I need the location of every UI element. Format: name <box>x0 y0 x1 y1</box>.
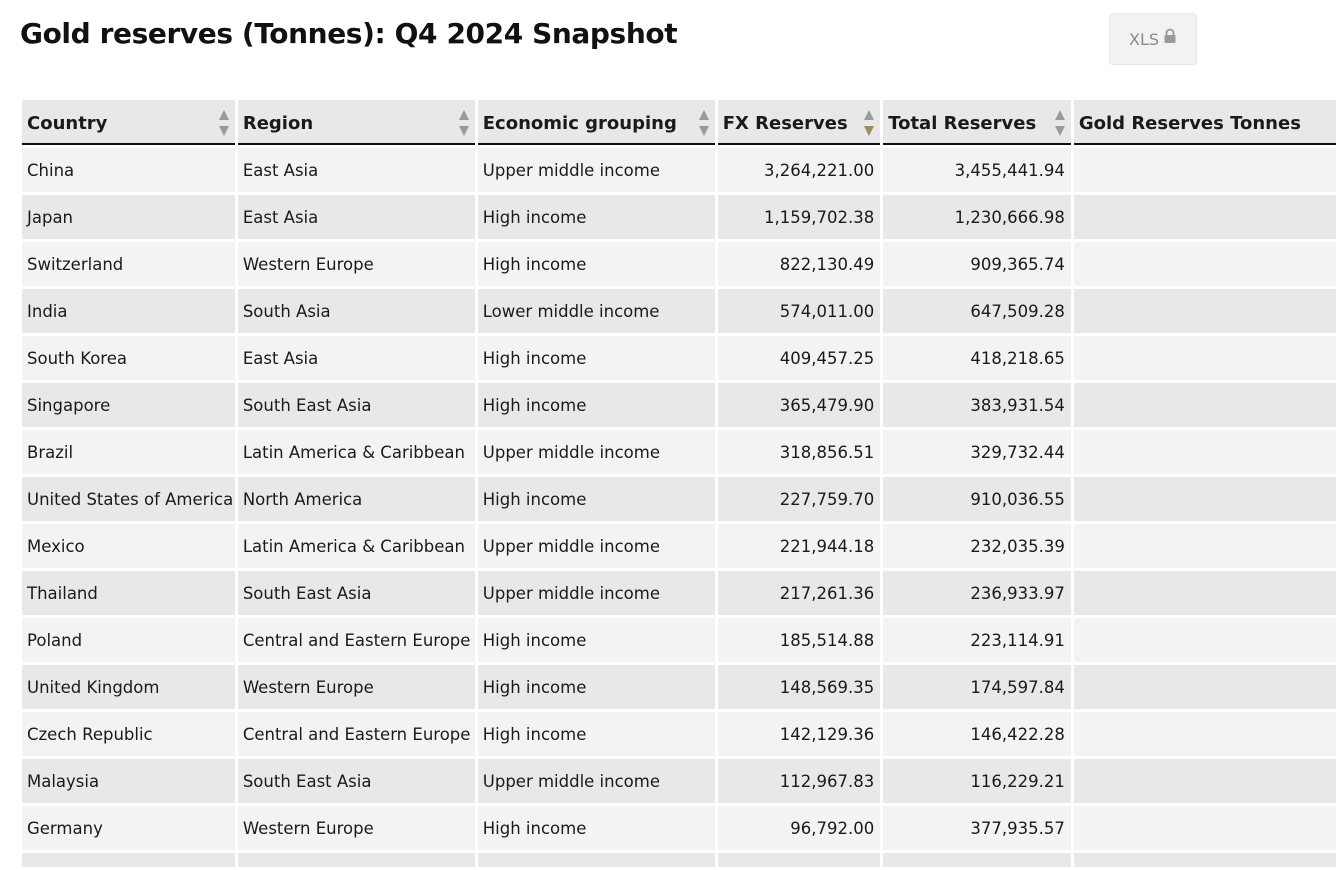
cell-total-reserves: 236,933.97 <box>883 571 1071 615</box>
table-row <box>22 665 1336 709</box>
table-row <box>22 430 1336 474</box>
cell-gold-reserves-tonnes <box>1074 665 1336 709</box>
cell-gold-reserves-tonnes <box>1074 477 1336 521</box>
cell-total-reserves: 909,365.74 <box>883 242 1071 286</box>
cell-gold-reserves-tonnes <box>1074 430 1336 474</box>
cell-gold-reserves-tonnes <box>1074 148 1336 192</box>
cell-fx-reserves: 365,479.90 <box>718 383 881 427</box>
cell-total-reserves: 418,218.65 <box>883 336 1071 380</box>
cell-fx-reserves: 148,569.35 <box>718 665 881 709</box>
cell-fx-reserves: 1,159,702.38 <box>718 195 881 239</box>
cell-economic-grouping: High income <box>478 477 715 521</box>
cell-fx-reserves: 318,856.51 <box>718 430 881 474</box>
cell-total-reserves: 3,455,441.94 <box>883 148 1071 192</box>
cell-economic-grouping: High income <box>478 712 715 756</box>
cell-total-reserves: 1,230,666.98 <box>883 195 1071 239</box>
cell-region: South East Asia <box>238 571 475 615</box>
cell-economic-grouping: Upper middle income <box>478 148 715 192</box>
column-header-label: FX Reserves <box>722 113 848 134</box>
cell-country: Singapore <box>22 383 235 427</box>
column-header-label: Economic grouping <box>482 113 677 134</box>
cell-economic-grouping: Upper middle income <box>478 524 715 568</box>
table-row <box>22 195 1336 239</box>
cell-gold-reserves-tonnes <box>1074 571 1336 615</box>
cell-region: South Asia <box>238 289 475 333</box>
cell-economic-grouping: High income <box>478 806 715 850</box>
cell-economic-grouping: Upper middle income <box>478 759 715 803</box>
cell-country: South Korea <box>22 336 235 380</box>
cell-fx-reserves: 574,011.00 <box>718 289 881 333</box>
cell-economic-grouping: High income <box>478 383 715 427</box>
cell-total-reserves: 383,931.54 <box>883 383 1071 427</box>
cell-fx-reserves: 3,264,221.00 <box>718 148 881 192</box>
cell-region <box>238 853 475 867</box>
cell-total-reserves: 329,732.44 <box>883 430 1071 474</box>
reserves-table-container[interactable] <box>22 100 1301 861</box>
xls-export-button[interactable] <box>1109 13 1197 65</box>
sort-icon[interactable] <box>1054 109 1066 137</box>
sort-icon[interactable] <box>698 109 710 137</box>
table-row <box>22 477 1336 521</box>
cell-total-reserves: 647,509.28 <box>883 289 1071 333</box>
column-header-label: Gold Reserves Tonnes <box>1078 113 1301 134</box>
table-row <box>22 806 1336 850</box>
sort-icon[interactable] <box>458 109 470 137</box>
cell-region: East Asia <box>238 195 475 239</box>
cell-region: East Asia <box>238 336 475 380</box>
table-row <box>22 524 1336 568</box>
column-header-label: Region <box>242 113 314 134</box>
cell-country: Malaysia <box>22 759 235 803</box>
table-row <box>22 853 1336 867</box>
table-row <box>22 242 1336 286</box>
cell-total-reserves: 232,035.39 <box>883 524 1071 568</box>
reserves-table <box>19 97 1339 870</box>
cell-total-reserves: 223,114.91 <box>883 618 1071 662</box>
xls-export-label: XLS <box>1128 29 1160 49</box>
cell-country: United Kingdom <box>22 665 235 709</box>
cell-region: Latin America & Caribbean <box>238 524 475 568</box>
cell-gold-reserves-tonnes <box>1074 712 1336 756</box>
cell-total-reserves: 910,036.55 <box>883 477 1071 521</box>
table-row <box>22 571 1336 615</box>
cell-gold-reserves-tonnes <box>1074 383 1336 427</box>
sort-icon[interactable] <box>863 109 875 137</box>
cell-region: North America <box>238 477 475 521</box>
cell-gold-reserves-tonnes <box>1074 806 1336 850</box>
column-header-label: Country <box>27 113 108 134</box>
table-header-row <box>22 100 1336 145</box>
cell-fx-reserves: 185,514.88 <box>718 618 881 662</box>
cell-region: Latin America & Caribbean <box>238 430 475 474</box>
cell-economic-grouping: Upper middle income <box>478 571 715 615</box>
cell-fx-reserves: 96,792.00 <box>718 806 881 850</box>
cell-country: China <box>22 148 235 192</box>
cell-economic-grouping: High income <box>478 618 715 662</box>
cell-fx-reserves: 112,967.83 <box>718 759 881 803</box>
cell-country: United States of America <box>22 477 235 521</box>
column-header-fx-reserves[interactable] <box>718 100 881 145</box>
cell-fx-reserves: 142,129.36 <box>718 712 881 756</box>
cell-total-reserves: 377,935.57 <box>883 806 1071 850</box>
cell-gold-reserves-tonnes <box>1074 524 1336 568</box>
cell-country: Poland <box>22 618 235 662</box>
cell-total-reserves: 116,229.21 <box>883 759 1071 803</box>
table-row <box>22 148 1336 192</box>
cell-total-reserves: 174,597.84 <box>883 665 1071 709</box>
sort-icon[interactable] <box>218 109 230 137</box>
cell-fx-reserves <box>718 853 881 867</box>
cell-region: South East Asia <box>238 383 475 427</box>
cell-total-reserves <box>883 853 1071 867</box>
table-row <box>22 759 1336 803</box>
cell-economic-grouping: High income <box>478 195 715 239</box>
cell-economic-grouping: High income <box>478 242 715 286</box>
cell-country: India <box>22 289 235 333</box>
cell-fx-reserves: 221,944.18 <box>718 524 881 568</box>
column-header-total-reserves[interactable] <box>883 100 1071 145</box>
cell-gold-reserves-tonnes <box>1074 242 1336 286</box>
cell-economic-grouping <box>478 853 715 867</box>
column-header-country[interactable] <box>22 100 235 145</box>
cell-fx-reserves: 409,457.25 <box>718 336 881 380</box>
cell-region: Central and Eastern Europe <box>238 712 475 756</box>
cell-region: Western Europe <box>238 242 475 286</box>
column-header-region[interactable] <box>238 100 475 145</box>
cell-economic-grouping: High income <box>478 336 715 380</box>
table-row <box>22 618 1336 662</box>
cell-region: East Asia <box>238 148 475 192</box>
cell-fx-reserves: 822,130.49 <box>718 242 881 286</box>
cell-total-reserves: 146,422.28 <box>883 712 1071 756</box>
cell-gold-reserves-tonnes <box>1074 289 1336 333</box>
cell-country: Thailand <box>22 571 235 615</box>
column-header-economic-grouping[interactable] <box>478 100 715 145</box>
cell-economic-grouping: Upper middle income <box>478 430 715 474</box>
cell-region: Western Europe <box>238 806 475 850</box>
lock-icon <box>1163 28 1177 44</box>
cell-gold-reserves-tonnes <box>1074 759 1336 803</box>
page-title: Gold reserves (Tonnes): Q4 2024 Snapshot <box>20 17 678 50</box>
table-row <box>22 712 1336 756</box>
cell-economic-grouping: High income <box>478 665 715 709</box>
cell-economic-grouping: Lower middle income <box>478 289 715 333</box>
cell-gold-reserves-tonnes <box>1074 853 1336 867</box>
cell-country: Mexico <box>22 524 235 568</box>
cell-country: Switzerland <box>22 242 235 286</box>
cell-fx-reserves: 217,261.36 <box>718 571 881 615</box>
cell-country: Brazil <box>22 430 235 474</box>
cell-region: Central and Eastern Europe <box>238 618 475 662</box>
cell-country <box>22 853 235 867</box>
cell-gold-reserves-tonnes <box>1074 618 1336 662</box>
table-row <box>22 336 1336 380</box>
cell-country: Germany <box>22 806 235 850</box>
cell-gold-reserves-tonnes <box>1074 195 1336 239</box>
cell-country: Czech Republic <box>22 712 235 756</box>
cell-fx-reserves: 227,759.70 <box>718 477 881 521</box>
table-body <box>22 148 1336 867</box>
cell-country: Japan <box>22 195 235 239</box>
cell-gold-reserves-tonnes <box>1074 336 1336 380</box>
column-header-gold-reserves-tonnes[interactable] <box>1074 100 1336 145</box>
column-header-label: Total Reserves <box>888 113 1037 134</box>
cell-region: Western Europe <box>238 665 475 709</box>
table-row <box>22 289 1336 333</box>
table-row <box>22 383 1336 427</box>
cell-region: South East Asia <box>238 759 475 803</box>
